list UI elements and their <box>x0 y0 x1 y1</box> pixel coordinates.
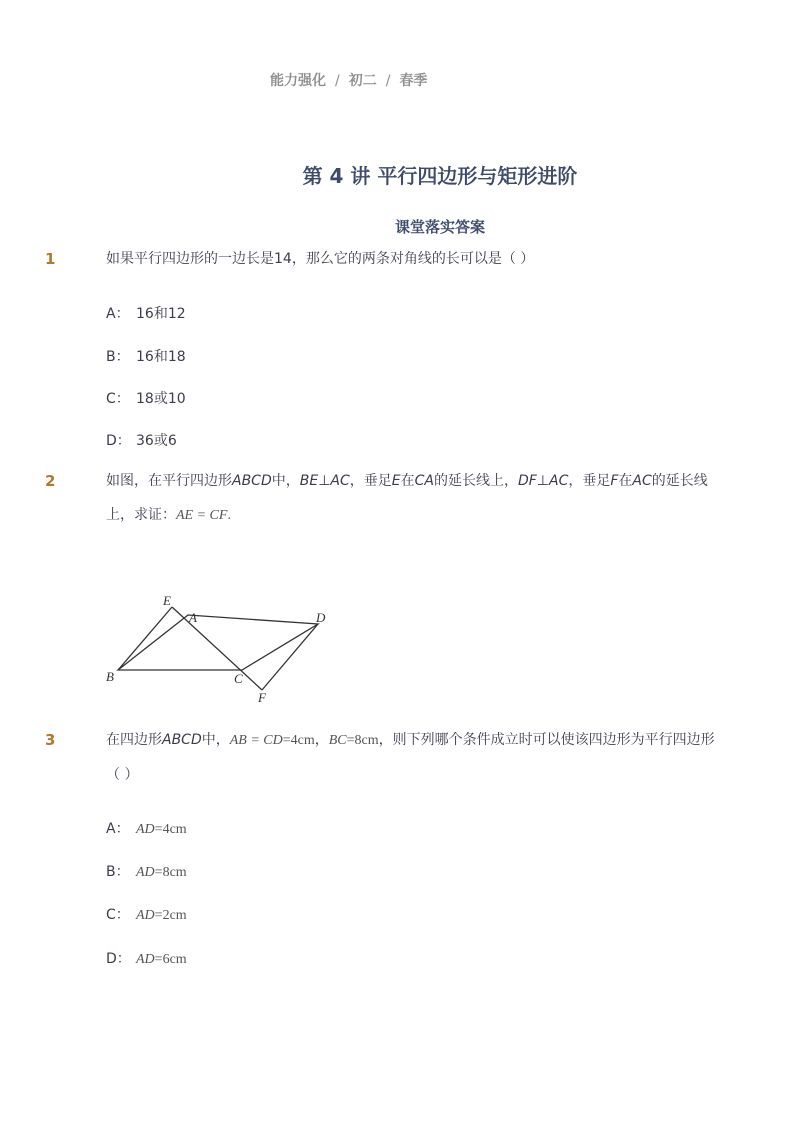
page-title: 第 4 讲 平行四边形与矩形进阶 <box>302 164 578 188</box>
equation: AE = CF <box>176 508 228 523</box>
page-subtitle: 课堂落实答案 <box>394 218 485 236</box>
label-b: B <box>106 669 114 684</box>
question-3-option-b[interactable]: B： AD=8cm <box>106 861 187 881</box>
option-label: B： <box>106 864 130 880</box>
question-2-text: 如图，在平行四边形ABCD中，BE⊥AC，垂足E在CA的延长线上，DF⊥AC，垂足F在AC的延长线上，求证：AE = CF. <box>106 473 708 523</box>
question-1-option-a[interactable] <box>106 303 186 323</box>
question-1-option-d[interactable] <box>106 430 177 450</box>
question-1-option-c[interactable] <box>106 388 186 408</box>
label-a: A <box>189 610 197 625</box>
question-3-option-a[interactable]: A： AD=4cm <box>106 818 187 838</box>
option-label: A： <box>106 306 130 322</box>
segment-be <box>118 607 172 670</box>
question-1-option-b[interactable] <box>106 346 186 366</box>
question-3-option-d[interactable]: D： AD=6cm <box>106 948 187 968</box>
label-d: D <box>316 610 326 625</box>
label-e: E <box>163 593 171 608</box>
breadcrumb-item: 春季 <box>399 73 428 89</box>
geometry-figure <box>100 590 340 710</box>
option-label: B： <box>106 349 130 365</box>
question-3-text: 在四边形ABCD中，AB = CD=4cm，BC=8cm，则下列哪个条件成立时可以使该四边形为平行四边形（ ） <box>106 732 715 783</box>
breadcrumb-separator: / <box>335 73 340 89</box>
option-label: D： <box>106 951 131 967</box>
question-1-text: 如果平行四边形的一边长是14，那么它的两条对角线的长可以是（ ） <box>106 251 535 267</box>
breadcrumb <box>270 70 427 90</box>
option-value: 36或6 <box>136 433 177 449</box>
option-value: 16和18 <box>136 349 186 365</box>
option-label: A： <box>106 821 130 837</box>
option-label: C： <box>106 907 130 923</box>
question-3-number: 3 <box>45 731 56 749</box>
question-3-option-c[interactable]: C： AD=2cm <box>106 904 187 924</box>
breadcrumb-item: 能力强化 <box>270 73 326 89</box>
question-2-number: 2 <box>45 472 56 490</box>
question-1-number: 1 <box>45 250 56 268</box>
label-c: C <box>234 671 243 686</box>
parallelogram-abcd <box>118 615 318 670</box>
option-label: C： <box>106 391 130 407</box>
label-f: F <box>258 690 266 705</box>
option-value: 18或10 <box>136 391 186 407</box>
option-value: 16和12 <box>136 306 186 322</box>
breadcrumb-item: 初二 <box>348 73 377 89</box>
breadcrumb-separator: / <box>385 73 391 89</box>
option-label: D： <box>106 433 131 449</box>
segment-df <box>262 624 318 690</box>
